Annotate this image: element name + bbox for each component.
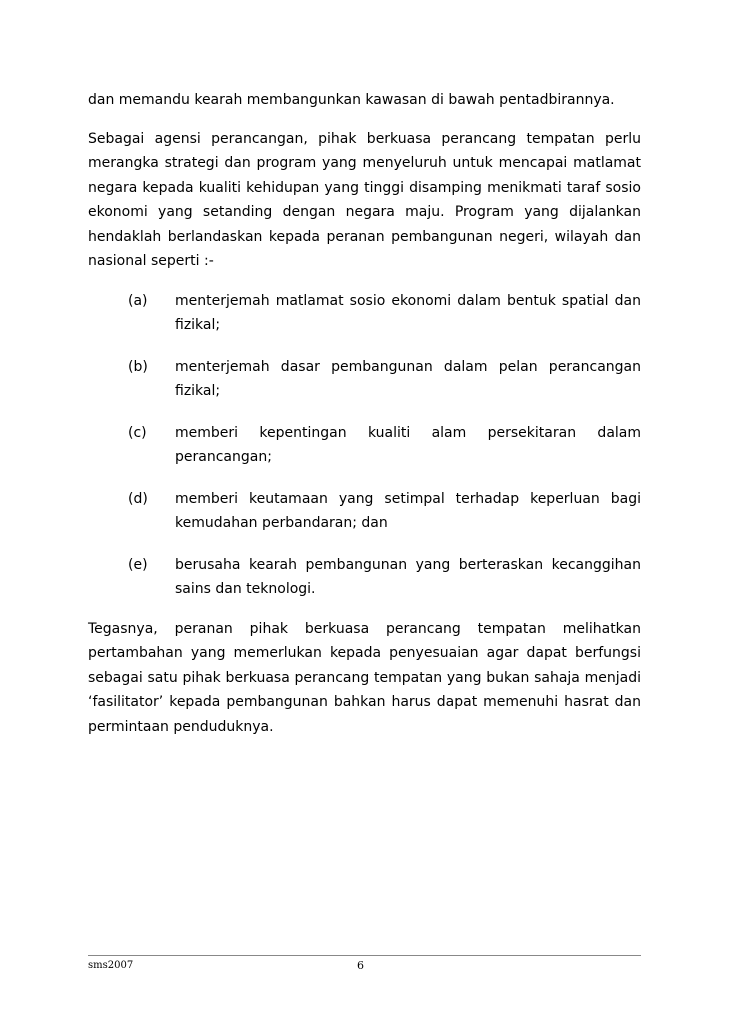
footer-divider (88, 955, 641, 956)
list-item-label: (e) (128, 556, 148, 573)
list-item-label: (c) (128, 424, 147, 441)
footer-label: sms2007 (88, 960, 134, 971)
list-item (88, 553, 641, 601)
list-item (88, 355, 641, 403)
paragraph-intro: Sebagai agensi perancangan, pihak berkuasa perancang tempatan perlu merangka strategi dan program yang menyeluruh untuk mencapai matlamat negara kepada kualiti kehidupan yang tinggi disamping menikmati taraf sosio ekonomi yang setanding dengan negara maju. Program yang dijalankan hendaklah berlandaskan kepada peranan pembangunan negeri, wilayah dan nasional seperti :- (88, 130, 641, 269)
list-item-text: memberi kepentingan kualiti alam persekitaran dalam perancangan; (175, 424, 641, 465)
page-body (88, 88, 641, 739)
enumerated-list (88, 289, 641, 601)
list-item (88, 289, 641, 337)
paragraph-conclusion: Tegasnya, peranan pihak berkuasa perancang tempatan melihatkan pertambahan yang memerlukan kepada penyesuaian agar dapat berfungsi sebagai satu pihak berkuasa perancang tempatan yang bukan sahaja menjadi ‘fasilitator’ kepada pembangunan bahkan harus dapat memenuhi hasrat dan permintaan penduduknya. (88, 620, 641, 735)
list-item (88, 487, 641, 535)
list-item-text: memberi keutamaan yang setimpal terhadap keperluan bagi kemudahan perbandaran; dan (175, 490, 641, 531)
list-item-text: menterjemah matlamat sosio ekonomi dalam bentuk spatial dan fizikal; (175, 292, 641, 333)
list-item-text: berusaha kearah pembangunan yang berteraskan kecanggihan sains dan teknologi. (175, 556, 641, 597)
list-item (88, 421, 641, 469)
list-item-label: (a) (128, 292, 148, 309)
list-item-text: menterjemah dasar pembangunan dalam pelan perancangan fizikal; (175, 358, 641, 399)
page-number: 6 (357, 959, 364, 972)
list-item-label: (d) (128, 490, 148, 507)
list-item-label: (b) (128, 358, 148, 375)
paragraph-continuation: dan memandu kearah membangunkan kawasan di bawah pentadbirannya. (88, 92, 615, 108)
